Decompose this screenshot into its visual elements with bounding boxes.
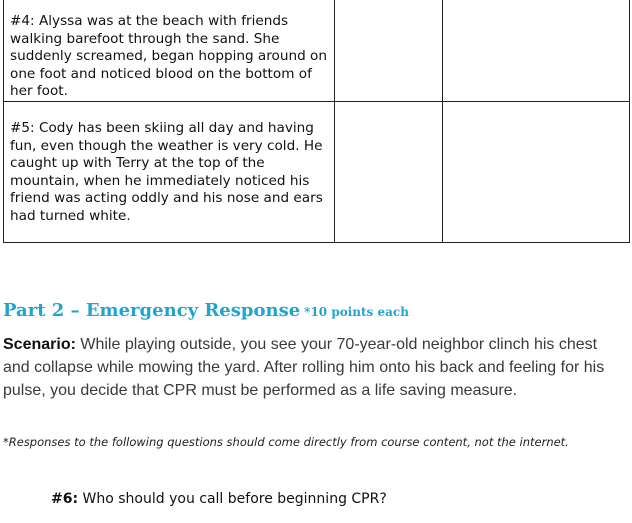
answer-cell[interactable] [335, 101, 443, 242]
part2-title: Part 2 – Emergency Response [3, 300, 301, 321]
question-4 [4, 0, 334, 101]
table-row [4, 0, 630, 101]
question-5 [4, 102, 334, 226]
question-number: #5: [10, 119, 35, 136]
question-6 [51, 491, 387, 507]
question-number: #6: [51, 491, 79, 507]
scenario-text: While playing outside, you see your 70-year-old neighbor clinch his chest and collapse while mowing the yard. After rolling him onto his back and feeling for his pulse, you decide that CPR must be performed as a life saving measure. [3, 336, 605, 399]
question-text: Who should you call before beginning CPR? [82, 491, 387, 507]
question-cell [4, 0, 335, 101]
table-row [4, 101, 630, 242]
scenario-label: Scenario: [3, 336, 76, 353]
question-number: #4: [10, 13, 35, 29]
scenario-paragraph [3, 333, 625, 402]
part2-heading [3, 300, 409, 321]
points-note: *10 points each [304, 305, 409, 319]
answer-cell[interactable] [443, 0, 630, 101]
question-text: Alyssa was at the beach with friends walking barefoot through the sand. She suddenly screamed, began hopping around on one foot and noticed blood on the bottom of her foot. [10, 13, 327, 100]
question-cell [4, 101, 335, 242]
answer-cell[interactable] [443, 101, 630, 242]
disclaimer: *Responses to the following questions should come directly from course content, not the internet. [3, 435, 569, 449]
question-text: Cody has been skiing all day and having fun, even though the weather is very cold. He caught up with Terry at the top of the mountain, when he immediately noticed his friend was acting oddly and his nose and ears had turned white. [10, 119, 323, 224]
scenario-table [3, 0, 630, 243]
answer-cell[interactable] [335, 0, 443, 101]
